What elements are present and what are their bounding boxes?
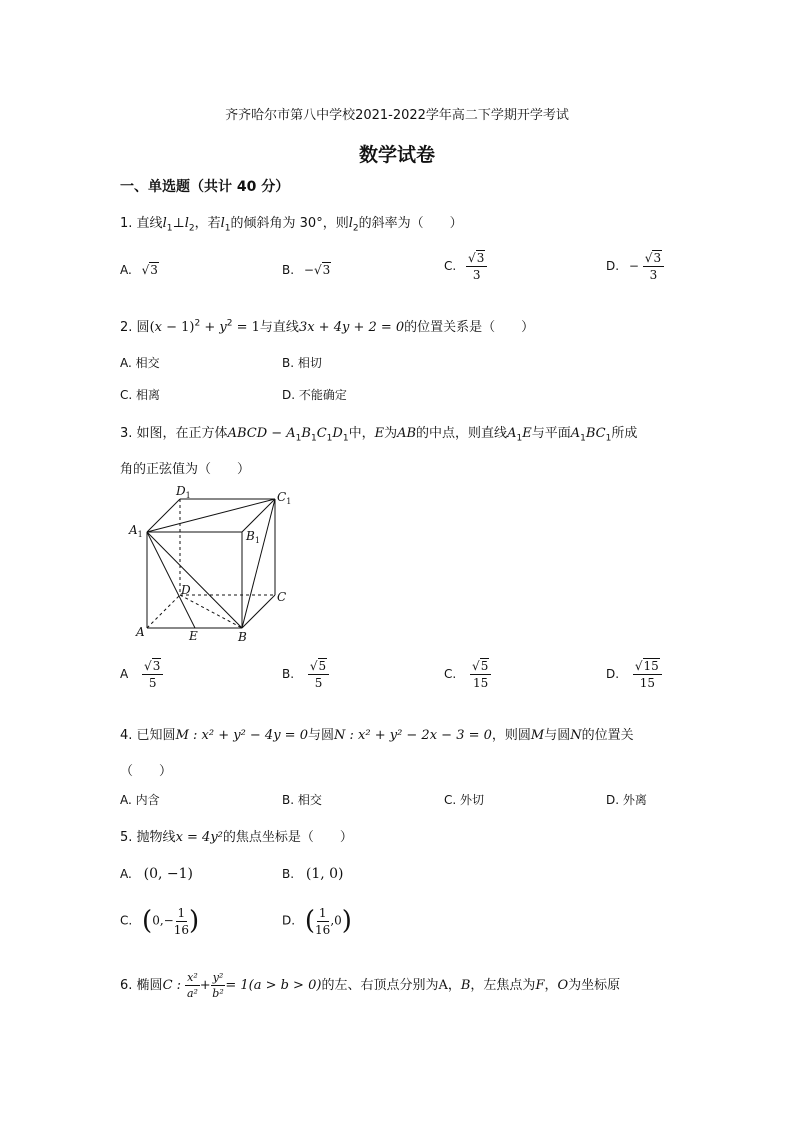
question-1-stem: 1. 直线$l_1\perp l_2$，若$l_1$的倾斜角为 30°，则$l_2$的斜率为（ ） <box>120 216 463 234</box>
label-d1: $D_1$ <box>176 484 191 500</box>
question-3-stem: 3. 如图，在正方体ABCD − $A_1B_1C_1D_1$中，E为AB的中点，则直线$A_1E$与平面$A_1BC_1$所成 <box>120 426 638 444</box>
label-b: B <box>238 630 247 644</box>
label-b1: $B_1$ <box>246 529 260 545</box>
question-1-option-c[interactable]: C. $\frac{√3}{3}$ <box>444 252 487 281</box>
question-1-option-b[interactable]: B. −√3 <box>282 263 331 277</box>
question-3-option-d[interactable]: D. $\frac{√15}{15}$ <box>606 660 662 689</box>
question-4-option-c[interactable]: C. 外切 <box>444 793 485 807</box>
label-c1: $C_1$ <box>277 490 292 506</box>
school-exam-title: 齐齐哈尔市第八中学校2021-2022学年高二下学期开学考试 <box>225 108 569 123</box>
question-5-option-a[interactable]: A. (0, −1) <box>120 866 194 882</box>
question-5-option-b[interactable]: B. (1, 0) <box>282 866 344 882</box>
question-3-option-b[interactable]: B. $\frac{√5}{5}$ <box>282 660 329 689</box>
subject-title: 数学试卷 <box>358 144 435 166</box>
question-5-option-c[interactable]: C. (0,− $\frac{1}{16}$ ) <box>120 905 200 937</box>
question-6-stem: 6. 椭圆C : $\frac{\text{x²}}{\text{a²}}$ + $\frac{\text{y²}}{\text{b²}}$ = 1(a > b > 0)的左、右顶点分别为A，B，左焦点为F，O为坐标原 <box>120 971 621 1000</box>
question-5-stem: 5. 抛物线x = 4y²的焦点坐标是（ ） <box>120 830 353 845</box>
question-4-stem-line2: （ ） <box>120 764 173 779</box>
label-e: E <box>189 629 198 643</box>
section-heading: 一、单选题（共计 40 分） <box>120 179 290 195</box>
cube-figure <box>125 484 305 644</box>
question-2-option-b[interactable]: B. 相切 <box>282 356 322 370</box>
question-4-option-b[interactable]: B. 相交 <box>282 793 322 807</box>
label-a: A <box>136 625 145 639</box>
question-4-option-a[interactable]: A. 内含 <box>120 793 160 807</box>
question-5-option-d[interactable]: D. ( $\frac{1}{16}$ ,0) <box>282 905 352 937</box>
question-2-option-a[interactable]: A. 相交 <box>120 356 160 370</box>
question-2-stem: 2. 圆$(x - 1)^2 + y^2 = 1$与直线3x + 4y + 2 = 0的位置关系是（ ） <box>120 318 535 335</box>
label-c: C <box>277 590 287 604</box>
question-4-option-d[interactable]: D. 外离 <box>606 793 647 807</box>
question-3-option-c[interactable]: C. $\frac{√5}{15}$ <box>444 660 491 689</box>
question-1-option-d[interactable]: D. − $\frac{√3}{3}$ <box>606 252 664 281</box>
question-1-option-a[interactable]: A. √3 <box>120 263 158 277</box>
label-d: D <box>181 583 191 597</box>
label-a1: $A_1$ <box>129 523 143 539</box>
question-2-option-c[interactable]: C. 相离 <box>120 388 161 402</box>
question-4-stem: 4. 已知圆M : x² + y² − 4y = 0与圆N : x² + y² − 2x − 3 = 0，则圆M与圆N的位置关 <box>120 728 634 743</box>
question-2-option-d[interactable]: D. 不能确定 <box>282 388 347 402</box>
question-3-stem-line2: 角的正弦值为（ ） <box>120 462 251 477</box>
question-3-option-a[interactable]: A $\frac{√3}{5}$ <box>120 660 163 689</box>
